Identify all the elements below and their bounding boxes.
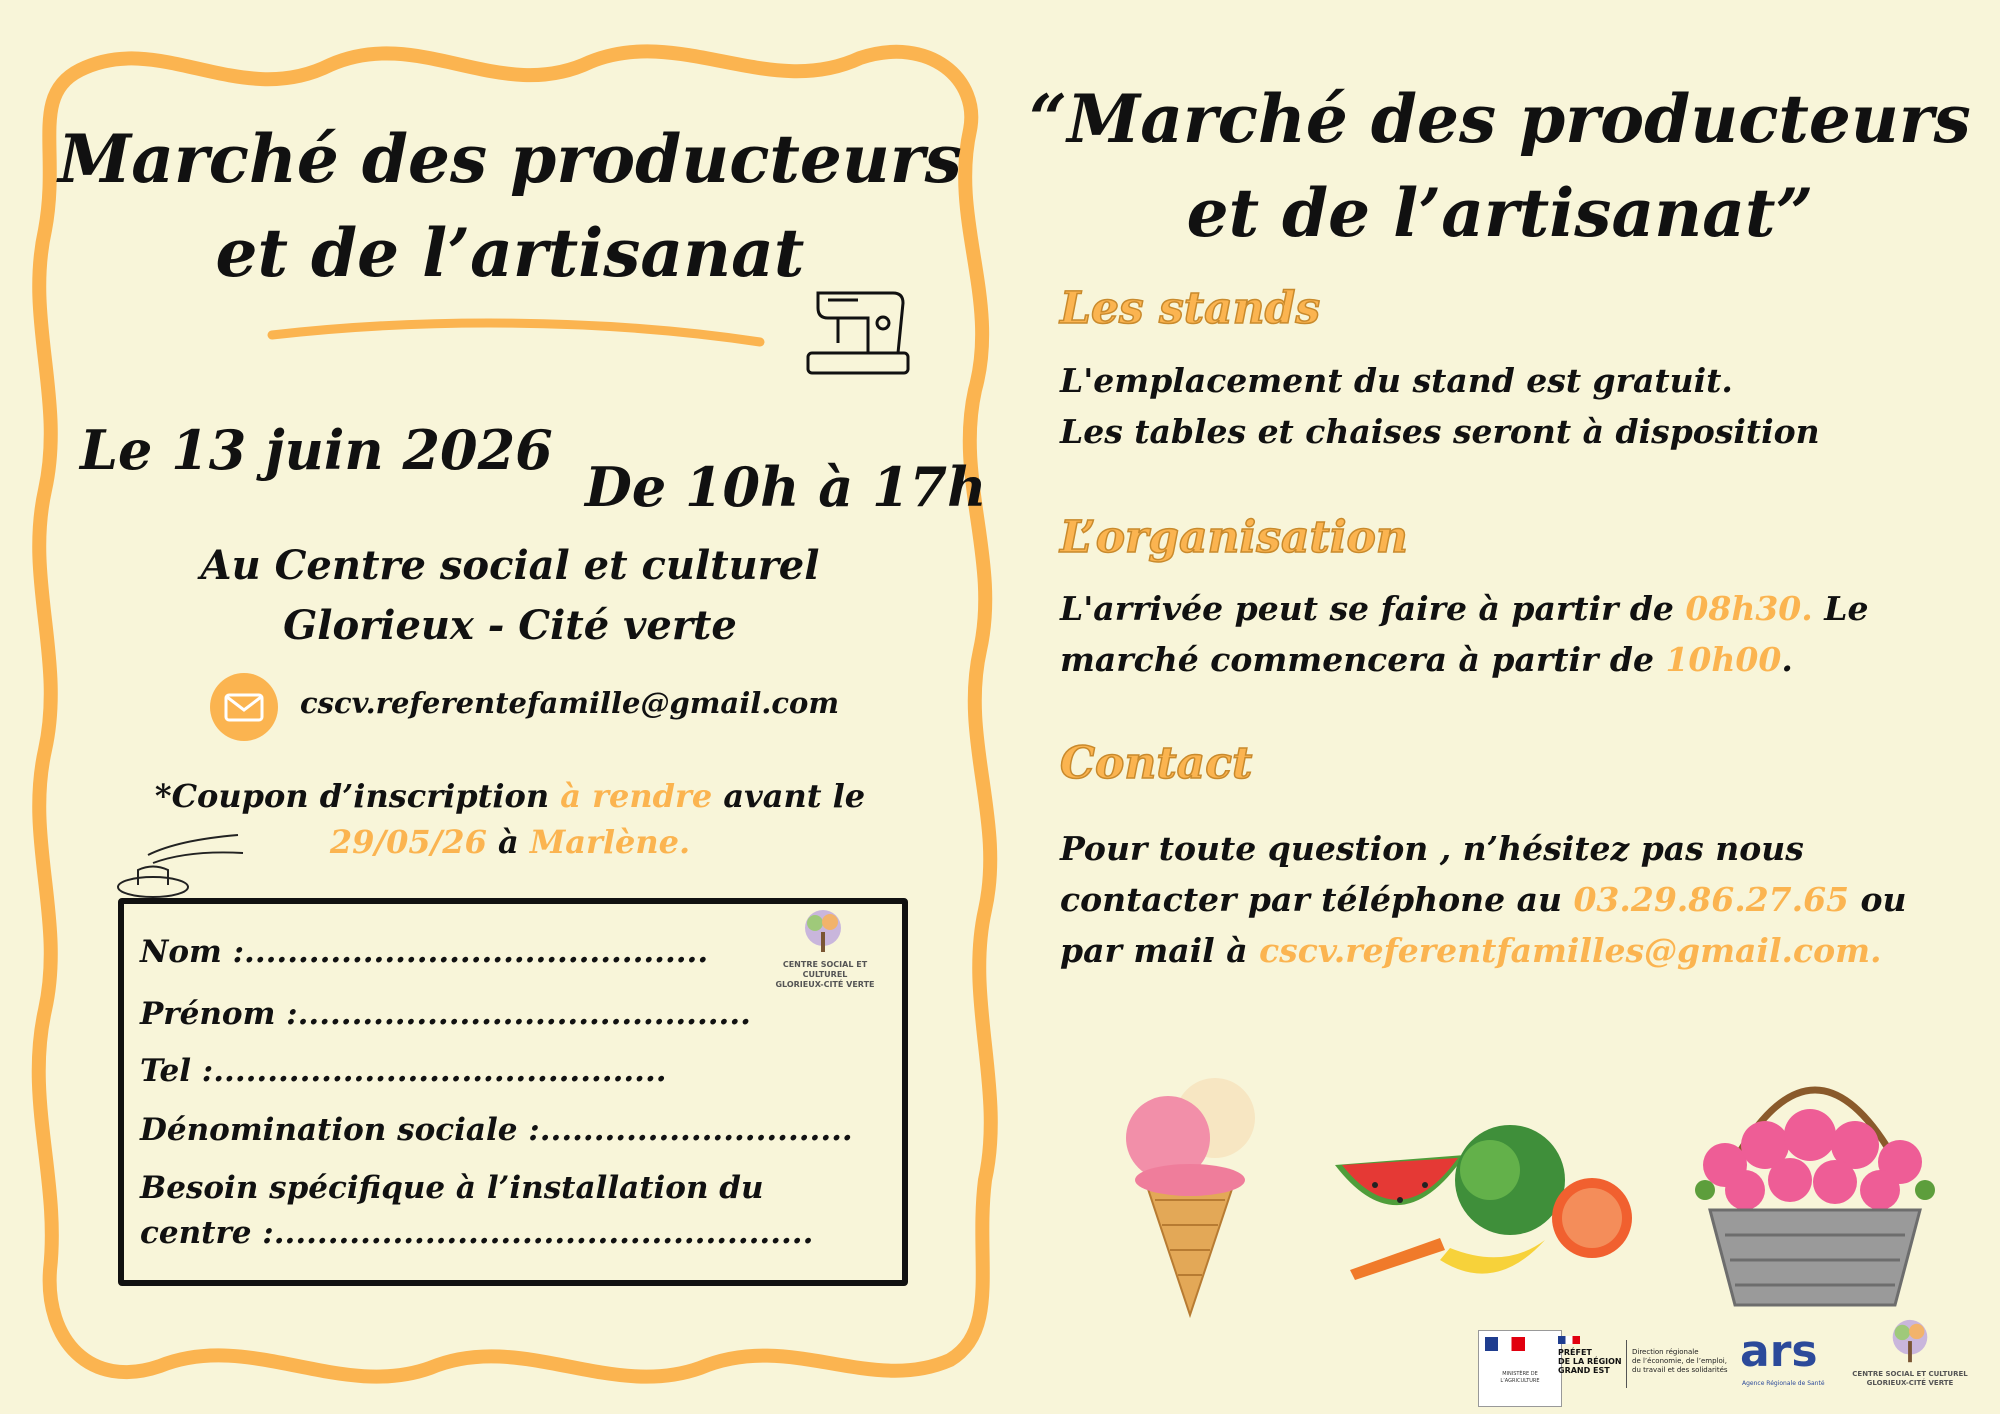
event-location: Au Centre social et culturel Glorieux - Cité verte [200,542,820,649]
contact-email[interactable]: cscv.referentefamille@gmail.com [300,686,840,720]
coupon-note: *Coupon d’inscription à rendre avant le 29/05/26 à Marlène. [154,777,866,861]
ice-cream-illustration [1110,1060,1270,1320]
event-hours: De 10h à 17h [585,455,987,519]
logo-ars: ars Agence Régionale de Santé [1740,1326,1825,1387]
cscv-logo-text-small: CENTRE SOCIAL ET CULTUREL GLORIEUX-CITÉ VERTE [775,960,875,989]
right-title: “Marché des producteurs et de l’artisanat” [1029,80,1971,252]
field-nom[interactable]: Nom :........................................... [140,934,709,970]
logo-prefet: PRÉFET DE LA RÉGION GRAND EST Direction régionale de l’économie, de l’emploi, du travail et des solidarités [1558,1336,1748,1396]
contact-text: Pour toute question , n’hésitez pas nous contacter par téléphone au 03.29.86.27.65 ou par mail à cscv.referentfamilles@gmail.com. [1060,829,1907,970]
cscv-tree-logo [800,908,846,960]
logo-cscv-text: CENTRE SOCIAL ET CULTUREL GLORIEUX-CITÉ VERTE [1852,1370,1968,1387]
field-denomination[interactable]: Dénomination sociale :............................. [140,1112,853,1148]
logo-cscv-tree [1885,1318,1935,1368]
field-tel[interactable]: Tel :.......................................... [140,1053,667,1089]
organisation-text: L'arrivée peut se faire à partir de 08h30. Le marché commencera à partir de 10h00. [1060,589,1869,679]
field-besoin[interactable]: centre :.................................................. [140,1215,814,1251]
logo-ministere: MINISTÈRE DE L’AGRICULTURE [1478,1330,1562,1407]
field-prenom[interactable]: Prénom :.......................................... [140,996,751,1032]
fruits-vegetables-illustration [1330,1120,1640,1280]
contact-phone[interactable]: 03.29.86.27.65 [1573,880,1850,919]
event-date: Le 13 juin 2026 [80,418,553,482]
stands-text: L'emplacement du stand est gratuit. Les tables et chaises seront à disposition [1060,361,1820,451]
contact-mail[interactable]: cscv.referentfamilles@gmail.com. [1259,931,1882,970]
heading-contact: Contact [1060,738,1253,789]
field-besoin-label: Besoin spécifique à l’installation du [140,1170,764,1206]
pottery-wheel-icon [108,815,248,905]
heading-stands: Les stands [1060,283,1321,334]
heading-organisation: L’organisation [1060,512,1408,563]
flyer-title: Marché des producteurs et de l’artisanat [58,120,962,292]
flower-basket-illustration [1665,1050,1965,1320]
mail-icon [210,673,278,741]
